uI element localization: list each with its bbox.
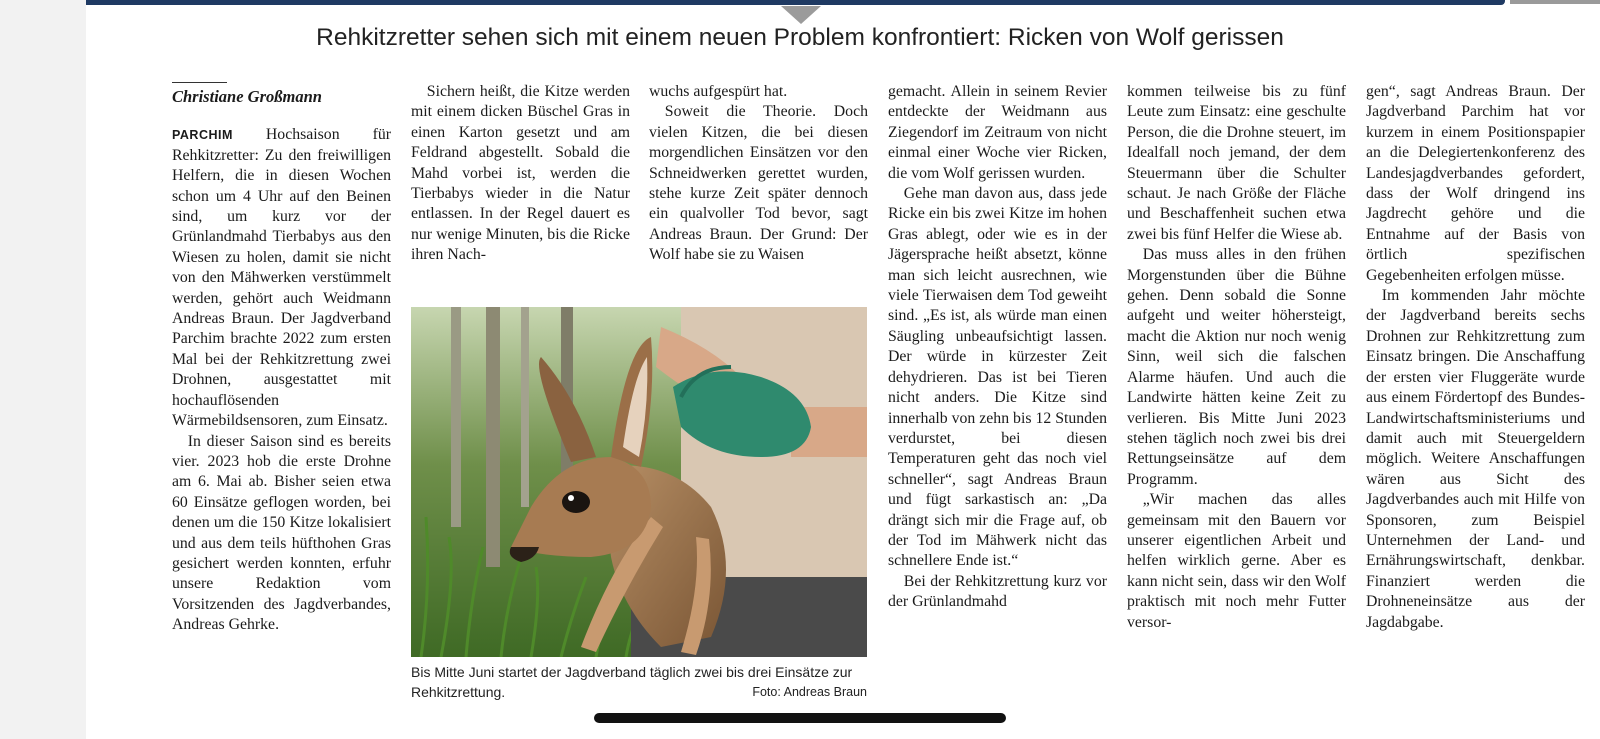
collapse-chevron-icon[interactable] [781,6,821,24]
caption-text: Bis Mitte Juni startet der Jagdverband täglich zwei bis drei Einsätze zur Rehkitzrettung. [411,664,853,700]
paragraph: Bei der Rehkitzrettung kurz vor der Grünlandmahd [888,572,1107,611]
article-column-4 [888,82,1107,613]
paragraph: Sichern heißt, die Kitze werden mit einem dicken Büschel Gras in einen Karton gesetzt und am Feldrand abgestellt. Sobald die Mahd vorbei ist, werden die Tierbabys wieder in die Natur entlassen. In der Regel dauert es nur wenige Minuten, bis die Ricke ihren Nach- [411,83,630,264]
article-column-2 [411,82,630,266]
fawn-photo-illustration [411,307,867,657]
paragraph: Das muss alles in den frühen Morgenstunden über die Bühne gehen. Denn sobald die Sonne aufgeht und weiter höhersteigt, macht die Aktion nur noch wenig Sinn, weil sich die falschen Alarme häufen. Und auch die Landwirte hätten keine Zeit zu verlieren. Bis Mitte Juni 2023 stehen täglich noch zwei bis drei Rettungseinsätze auf dem Programm. [1127,246,1346,488]
page-margin-left [0,0,86,739]
app-top-bar-end [1510,0,1600,4]
paragraph: In dieser Saison sind es bereits vier. 2023 hob die erste Drohne am 6. Mai ab. Bisher seien etwa 60 Einsätze geflogen worden, bei denen um die 150 Kitze lokalisiert und aus dem teils hüfthohen Gras gesichert werden konnten, erfuhr unsere Redaktion vom Vorsitzenden des Jagdverbandes, Andreas Gehrke. [172,432,391,634]
paragraph: Gehe man davon aus, dass jede Ricke ein bis zwei Kitze im hohen Gras ablegt, oder wie es in der Jägersprache heißt absetzt, könne man sich leicht ausrechnen, wie viele Tierwaisen dem Tod geweiht sind. „Es ist, als würde man einen Säugling unbeaufsichtigt lassen. Der würde in kürzester Zeit dehydrieren. Das ist bei Tieren nicht anders. Die Kitze sind innerhalb von zehn bis 12 Stunden verdurstet, bei diesen Temperaturen geht das noch viel schneller“, sagt Andreas Braun und fügt sarkastisch an: „Da drängt sich mir die Frage auf, ob der Tod im Mähwerk nicht das schnellere Ende ist.“ [888,185,1107,570]
paragraph: Im kommenden Jahr möchte der Jagdverband bereits sechs Drohnen zur Rehkitzrettung zum Einsatz bringen. Die Anschaffung der ersten vier Fluggeräte wurde aus einem Fördertopf des Bundes-Landwirtschaftsministeriums und damit auch mit Steuergeldern möglich. Weitere Anschaffungen wären aus Sicht des Jagdverbandes auch mit Hilfe von Sponsoren, zum Beispiel Unternehmen der Land- und Ernährungswirtschaft, denkbar. Finanziert werden die Drohneneinsätze aus der Jagdabgabe. [1366,287,1585,631]
article-column-5 [1127,82,1346,633]
photo-credit: Foto: Andreas Braun [752,685,867,699]
article-column-3 [649,82,868,266]
paragraph: gen“, sagt Andreas Braun. Der Jagdverband Parchim hat vor kurzem in einem Positionspapier an die Delegiertenkonferenz des Landesjagdverbandes gefordert, dass der Wolf dringend ins Jagdrecht gehöre und die Entnahme auf der Basis von örtlich spezifischen Gegebenheiten erfolgen müsse. [1366,83,1585,284]
photo-caption [411,662,867,702]
article-headline: Rehkitzretter sehen sich mit einem neuen Problem konfrontiert: Ricken von Wolf gerissen [316,24,1284,51]
paragraph: gemacht. Allein in seinem Revier entdeckte der Weidmann aus Ziegendorf im Zeitraum von nicht einmal einer Woche vier Ricken, die vom Wolf gerissen wurden. [888,83,1107,182]
paragraph: wuchs aufgespürt hat. [649,83,788,100]
dateline: PARCHIM [172,128,233,143]
author-byline: Christiane Großmann [172,87,322,106]
home-indicator-bar[interactable] [594,713,1006,723]
app-top-bar [0,0,1505,5]
byline-rule [172,82,227,83]
paragraph [172,125,391,431]
paragraph: Soweit die Theorie. Doch vielen Kitzen, die bei diesen morgendlichen Einsätzen vor den Schneidwerken gerettet wurden, stehe kurze Zeit später dennoch ein qualvoller Tod bevor, sagt Andreas Braun. Der Grund: Der Wolf habe sie zu Waisen [649,103,868,264]
paragraph: kommen teilweise bis zu fünf Leute zum Einsatz: eine geschulte Person, die die Drohne steuert, im Idealfall noch jemand, der dem Steuermann über die Schulter schaut. Je nach Größe der Fläche und Beschaffenheit suchen etwa zwei bis fünf Helfer die Wiese ab. [1127,83,1346,243]
article-photo [411,307,867,657]
paragraph: „Wir machen das alles gemeinsam mit den Bauern vor unserer eigentlichen Arbeit und helfen wirklich gerne. Aber es kann nicht sein, dass wir den Wolf praktisch mit noch mehr Futter versor- [1127,491,1346,631]
article-column-6 [1366,82,1585,633]
article-column-1 [172,82,391,636]
paragraph-text: Hochsaison für Rehkitzretter: Zu den freiwilligen Helfern, die in diesen Wochen schon um 4 Uhr auf den Beinen sind, um kurz vor der Grünlandmahd Tierbabys aus den Wiesen zu holen, damit sie nicht von den Mähwerken verstümmelt werden, gehört auch Weidmann Andreas Braun. Der Jagdverband Parchim brachte 2022 zum ersten Mal bei der Rehkitzrettung zwei Drohnen, ausgestattet mit hochauflösenden Wärmebildsensoren, zum Einsatz. [172,126,391,430]
